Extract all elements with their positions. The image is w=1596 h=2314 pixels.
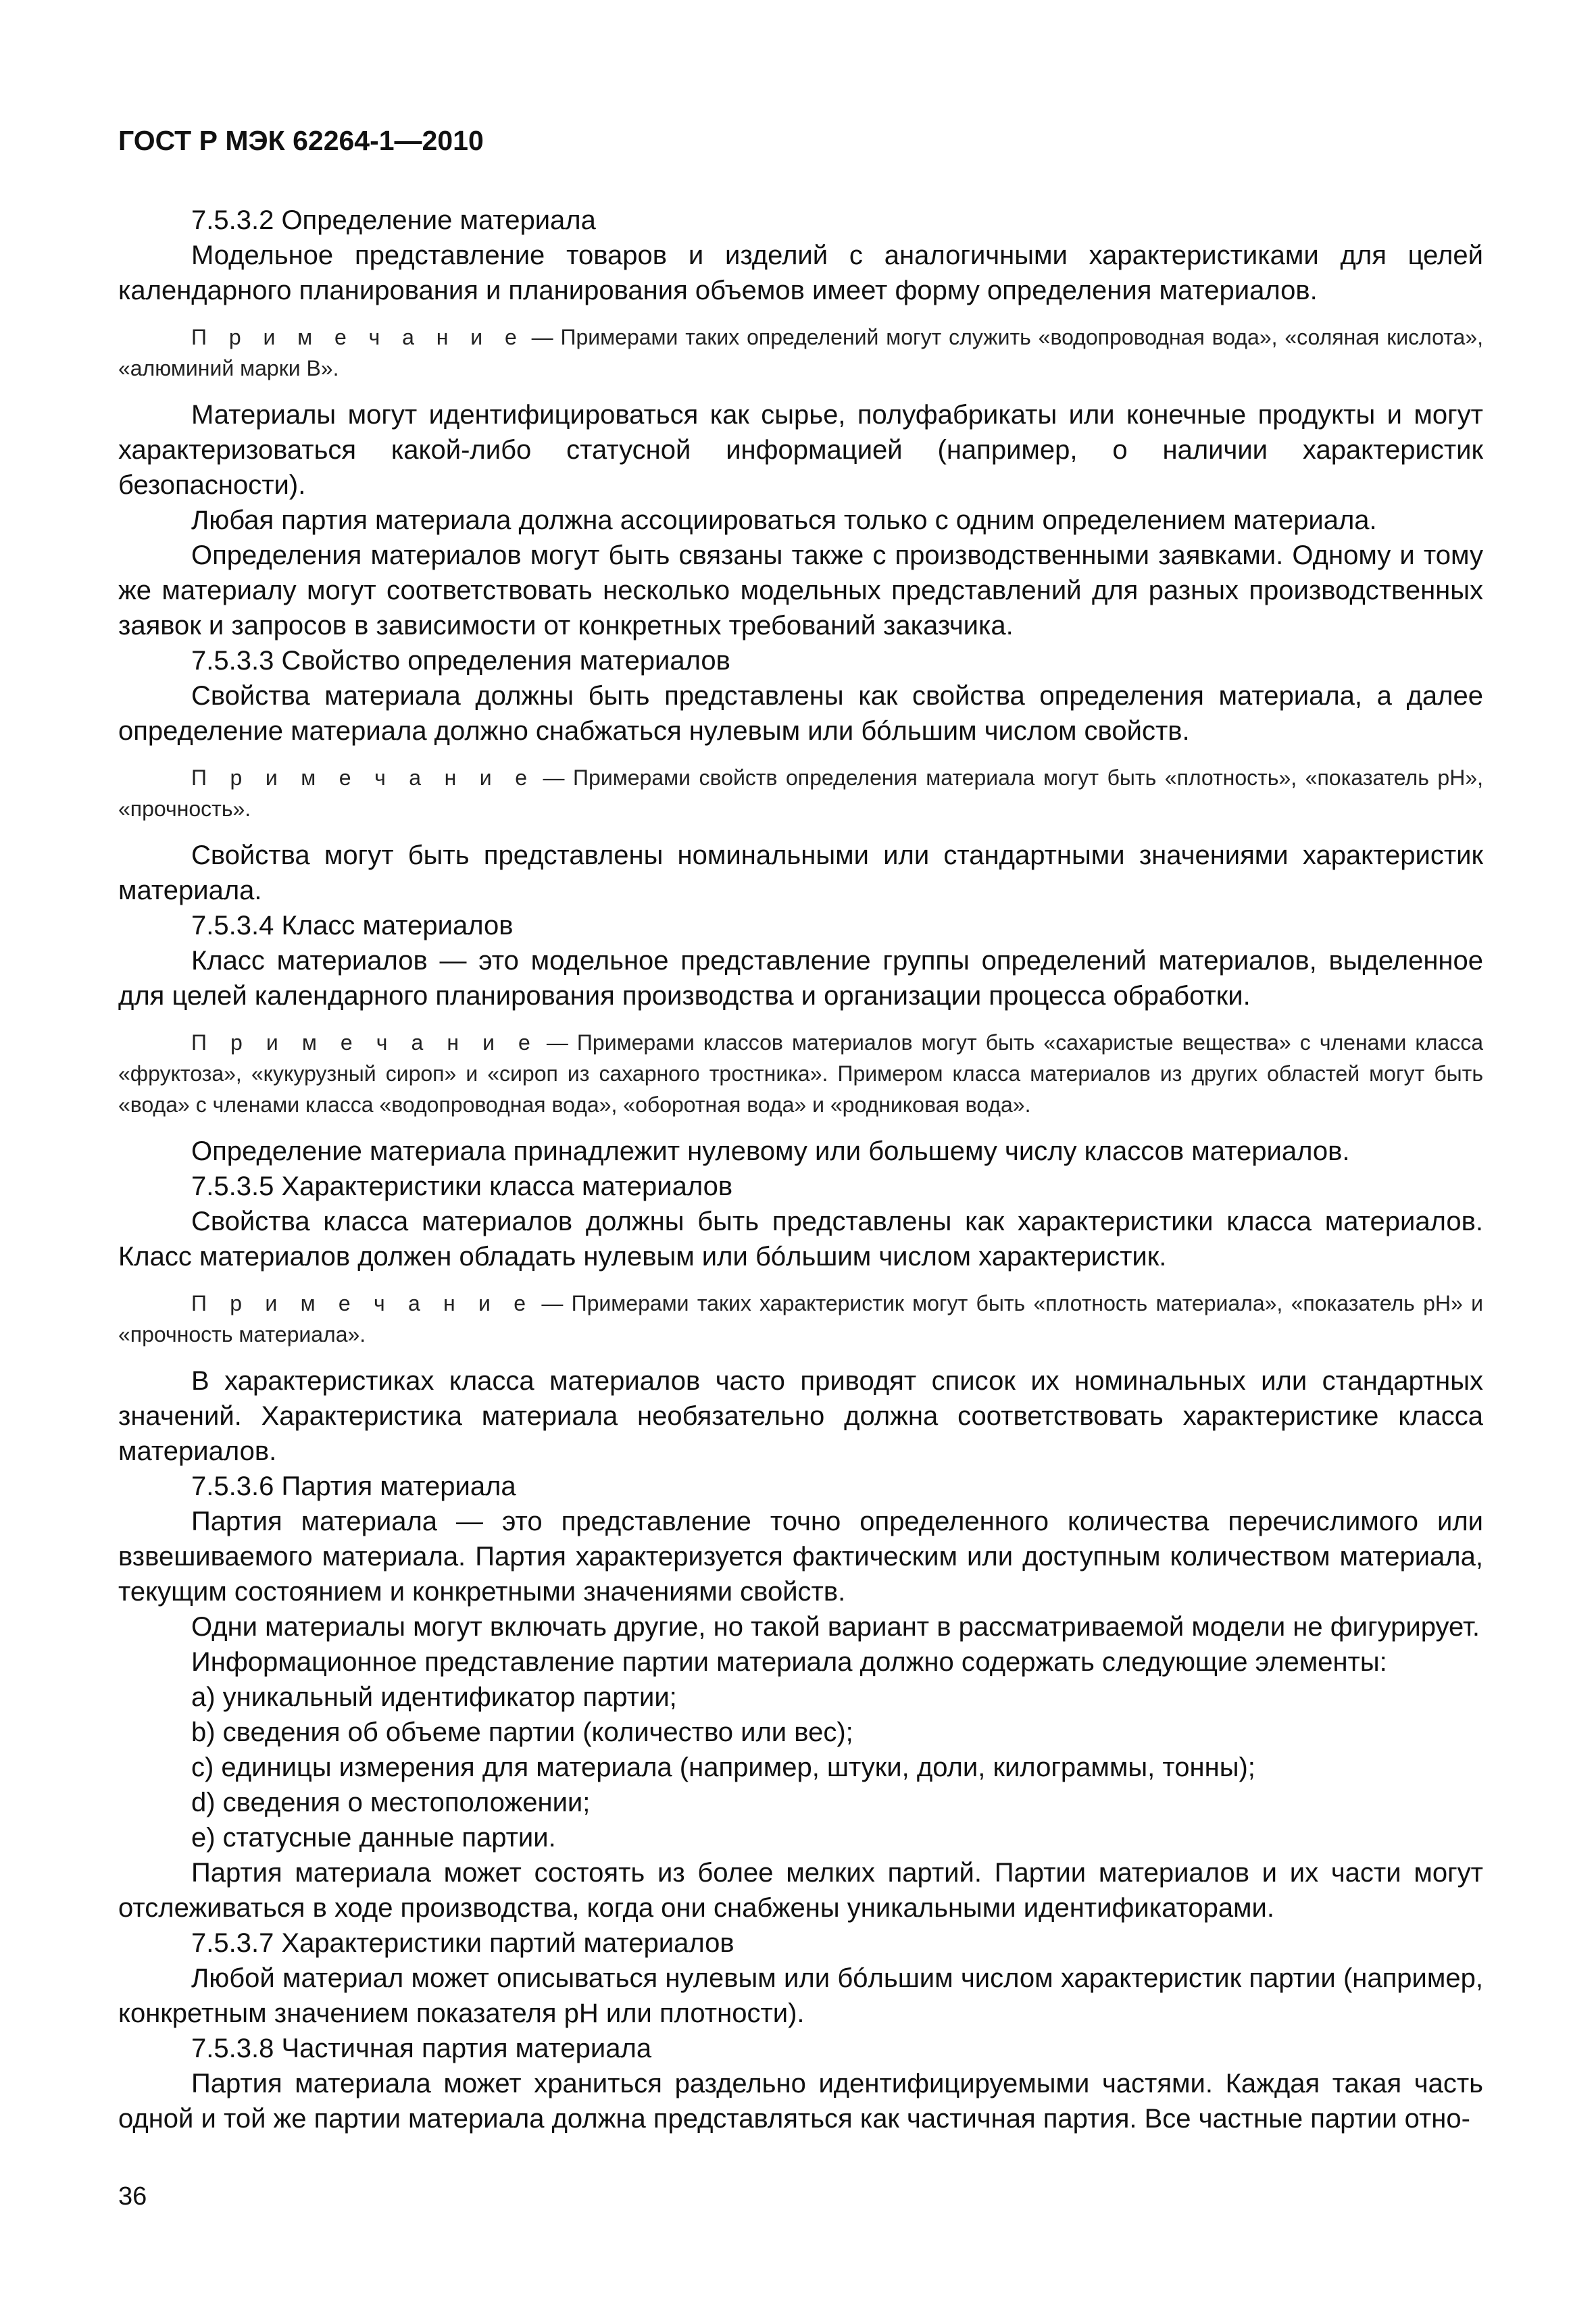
section-heading: 7.5.3.8 Частичная партия материала [191, 2034, 652, 2063]
note-text: — Примерами классов материалов могут быть «сахаристые вещества» с членами класса «фруктоза», «кукурузный сироп» и «сироп из сахарного тростника». Примером класса материалов из других областей могут быть «вода» с членами класса «водопроводная вода», «оборотная вода» и «родниковая вода». [118, 1030, 1484, 1117]
paragraph: Любая партия материала должна ассоциироваться только с одним определением материала. [191, 505, 1377, 535]
paragraph: Определения материалов могут быть связаны также с производственными заявками. Одному и тому же материалу могут соответствовать несколько модельных представлений для разных производственных заявок и запросов в зависимости от конкретных требований заказчика. [118, 540, 1483, 640]
note-label: П р и м е ч а н и е [191, 1291, 534, 1315]
paragraph: Партия материала — это представление точно определенного количества перечислимого или взвешиваемого материала. Партия характеризуется фактическим или доступным количеством материала, текущим состоянием и конкретными значениями свойств. [118, 1507, 1483, 1607]
note-text: — Примерами свойств определения материала могут быть «плотность», «показатель pH», «прочность». [118, 765, 1484, 821]
paragraph: Свойства класса материалов должны быть представлены как характеристики класса материалов. Класс материалов должен обладать нулевым или бóльшим числом характеристик. [118, 1207, 1483, 1272]
section-heading: 7.5.3.5 Характеристики класса материалов [191, 1172, 733, 1201]
document-header: ГОСТ Р МЭК 62264-1—2010 [118, 125, 484, 156]
note-label: П р и м е ч а н и е [191, 1030, 538, 1055]
paragraph: Класс материалов — это модельное представление группы определений материалов, выделенное для целей календарного планирования производства и организации процесса обработки. [118, 946, 1483, 1011]
paragraph: Партия материала может храниться раздельно идентифицируемыми частями. Каждая такая часть одной и той же партии материала должна представляться как частичная партия. Все частные партии отно- [118, 2069, 1483, 2134]
paragraph: Информационное представление партии материала должно содержать следующие элементы: [191, 1647, 1387, 1677]
note-text: — Примерами таких характеристик могут быть «плотность материала», «показатель pH» и «прочность материала». [118, 1291, 1484, 1347]
paragraph: Любой материал может описываться нулевым или бóльшим числом характеристик партии (например, конкретным значением показателя pH или плотности). [118, 1963, 1483, 2028]
paragraph: Партия материала может состоять из более мелких партий. Партии материалов и их части могут отслеживаться в ходе производства, когда они снабжены уникальными идентификаторами. [118, 1858, 1483, 1923]
section-heading: 7.5.3.3 Свойство определения материалов [191, 646, 730, 676]
paragraph: Модельное представление товаров и изделий с аналогичными характеристиками для целей календарного планирования и планирования объемов имеет форму определения материалов. [118, 241, 1483, 305]
note [118, 322, 1483, 384]
note [118, 1027, 1483, 1120]
document-body [118, 203, 1483, 2136]
list-item: d) сведения о местоположении; [191, 1788, 591, 1817]
paragraph: Определение материала принадлежит нулевому или большему числу классов материалов. [191, 1136, 1350, 1166]
section-heading: 7.5.3.6 Партия материала [191, 1472, 516, 1501]
section-heading: 7.5.3.7 Характеристики партий материалов [191, 1928, 734, 1958]
paragraph: Материалы могут идентифицироваться как сырье, полуфабрикаты или конечные продукты и могут характеризоваться какой-либо статусной информацией (например, о наличии характеристик безопасности). [118, 400, 1483, 500]
list-item: e) статусные данные партии. [191, 1823, 556, 1853]
note [118, 1288, 1483, 1350]
note [118, 762, 1483, 824]
section-heading: 7.5.3.4 Класс материалов [191, 911, 514, 940]
paragraph: Свойства могут быть представлены номинальными или стандартными значениями характеристик материала. [118, 840, 1483, 905]
list-item: b) сведения об объеме партии (количество или вес); [191, 1717, 853, 1747]
paragraph: В характеристиках класса материалов часто приводят список их номинальных или стандартных значений. Характеристика материала необязательно должна соответствовать характеристике класса материалов. [118, 1366, 1483, 1466]
paragraph: Свойства материала должны быть представлены как свойства определения материала, а далее определение материала должно снабжаться нулевым или бóльшим числом свойств. [118, 681, 1483, 746]
note-text: — Примерами таких определений могут служить «водопроводная вода», «соляная кислота», «алюминий марки В». [118, 325, 1484, 380]
list-item: c) единицы измерения для материала (например, штуки, доли, килограммы, тонны); [191, 1753, 1255, 1782]
note-label: П р и м е ч а н и е [191, 325, 524, 349]
list-item: a) уникальный идентификатор партии; [191, 1682, 677, 1712]
note-label: П р и м е ч а н и е [191, 765, 534, 790]
paragraph: Одни материалы могут включать другие, но такой вариант в рассматриваемой модели не фигурирует. [191, 1612, 1480, 1642]
page-number: 36 [118, 2182, 147, 2211]
section-heading: 7.5.3.2 Определение материала [191, 205, 596, 235]
